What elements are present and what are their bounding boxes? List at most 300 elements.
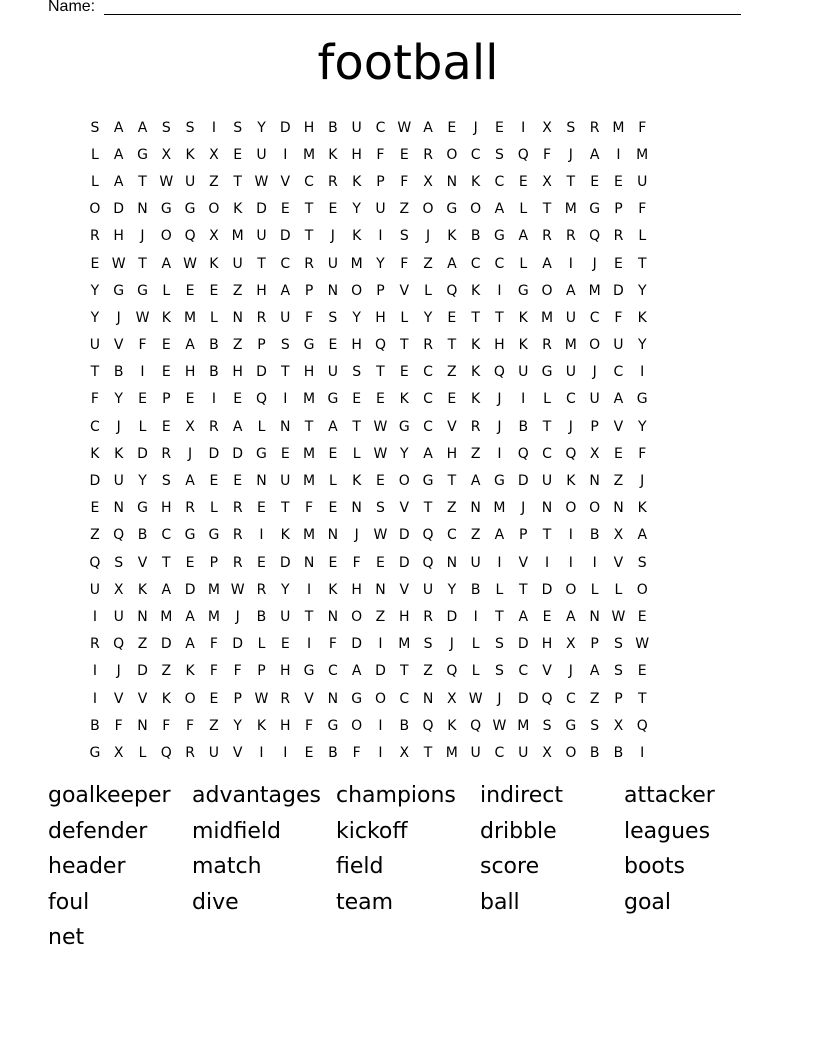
grid-letter[interactable]: C — [161, 527, 172, 544]
grid-letter[interactable]: X — [447, 690, 457, 707]
grid-letter[interactable]: I — [378, 717, 383, 734]
grid-letter[interactable]: A — [423, 119, 433, 136]
grid-letter[interactable]: L — [519, 255, 528, 272]
grid-letter[interactable]: V — [113, 337, 124, 354]
grid-letter[interactable]: Z — [423, 663, 433, 680]
grid-letter[interactable]: Z — [232, 282, 243, 299]
grid-letter[interactable]: T — [518, 581, 528, 598]
grid-letter[interactable]: K — [114, 445, 124, 462]
grid-letter[interactable]: M — [303, 473, 316, 490]
grid-letter[interactable]: E — [233, 473, 243, 490]
grid-letter[interactable]: J — [592, 364, 597, 381]
grid-letter[interactable]: I — [140, 364, 145, 381]
grid-letter[interactable]: H — [398, 608, 410, 625]
grid-letter[interactable]: E — [185, 554, 195, 571]
grid-letter[interactable]: Y — [637, 418, 647, 435]
grid-letter[interactable]: V — [113, 690, 124, 707]
grid-letter[interactable]: T — [495, 309, 504, 326]
grid-letter[interactable]: A — [542, 255, 552, 272]
grid-letter[interactable]: L — [138, 418, 147, 435]
grid-letter[interactable]: M — [184, 309, 197, 326]
grid-letter[interactable]: F — [352, 554, 361, 571]
grid-letter[interactable]: X — [113, 581, 124, 598]
grid-letter[interactable]: G — [589, 201, 601, 218]
grid-letter[interactable]: L — [90, 146, 99, 163]
grid-letter[interactable]: S — [637, 554, 647, 571]
grid-letter[interactable]: F — [328, 636, 337, 653]
grid-letter[interactable]: J — [116, 418, 121, 435]
grid-letter[interactable]: Y — [352, 309, 361, 326]
grid-letter[interactable]: P — [304, 282, 314, 299]
grid-letter[interactable]: G — [137, 282, 148, 299]
grid-letter[interactable]: G — [303, 337, 315, 354]
grid-letter[interactable]: G — [137, 146, 148, 163]
grid-letter[interactable]: D — [446, 608, 458, 625]
grid-letter[interactable]: E — [209, 282, 219, 299]
grid-letter[interactable]: R — [470, 418, 481, 435]
grid-letter[interactable]: J — [592, 255, 597, 272]
grid-letter[interactable]: N — [232, 309, 243, 326]
grid-letter[interactable]: D — [517, 690, 529, 707]
grid-letter[interactable]: Y — [138, 473, 147, 490]
grid-letter[interactable]: E — [590, 173, 600, 190]
grid-letter[interactable]: Q — [113, 636, 125, 653]
grid-letter[interactable]: W — [135, 309, 150, 326]
grid-letter[interactable]: K — [518, 337, 528, 354]
grid-letter[interactable]: E — [90, 500, 100, 517]
grid-letter[interactable]: C — [280, 255, 291, 272]
grid-letter[interactable]: P — [590, 636, 599, 653]
grid-letter[interactable]: N — [470, 500, 481, 517]
grid-letter[interactable]: G — [446, 201, 458, 218]
grid-letter[interactable]: I — [640, 364, 645, 381]
grid-letter[interactable]: H — [113, 228, 124, 245]
grid-letter[interactable]: C — [613, 364, 624, 381]
grid-letter[interactable]: T — [542, 201, 552, 218]
grid-letter[interactable]: P — [162, 391, 171, 408]
grid-letter[interactable]: D — [137, 663, 148, 680]
grid-letter[interactable]: I — [259, 744, 264, 761]
grid-letter[interactable]: M — [303, 391, 316, 408]
grid-letter[interactable]: I — [92, 690, 97, 707]
grid-letter[interactable]: X — [542, 744, 552, 761]
grid-letter[interactable]: L — [352, 445, 361, 462]
grid-letter[interactable]: G — [184, 201, 196, 218]
name-field[interactable] — [48, 0, 748, 17]
grid-letter[interactable]: P — [614, 690, 623, 707]
grid-letter[interactable]: R — [209, 418, 219, 435]
grid-letter[interactable]: J — [497, 690, 502, 707]
grid-letter[interactable]: U — [518, 744, 529, 761]
grid-letter[interactable]: U — [232, 255, 243, 272]
grid-letter[interactable]: U — [589, 391, 600, 408]
grid-letter[interactable]: W — [230, 581, 245, 598]
grid-letter[interactable]: B — [328, 744, 338, 761]
grid-letter[interactable]: H — [494, 337, 505, 354]
grid-letter[interactable]: G — [137, 500, 148, 517]
grid-letter[interactable]: Q — [541, 690, 553, 707]
grid-letter[interactable]: X — [613, 527, 624, 544]
grid-letter[interactable]: U — [422, 581, 434, 598]
grid-letter[interactable]: W — [254, 690, 269, 707]
grid-letter[interactable]: G — [494, 228, 505, 245]
grid-letter[interactable]: T — [399, 337, 409, 354]
grid-letter[interactable]: C — [589, 309, 600, 326]
grid-letter[interactable]: I — [259, 527, 264, 544]
grid-letter[interactable]: Z — [209, 717, 219, 734]
grid-letter[interactable]: R — [304, 255, 314, 272]
grid-letter[interactable]: U — [89, 337, 101, 354]
grid-letter[interactable]: M — [612, 119, 625, 136]
grid-letter[interactable]: K — [233, 201, 243, 218]
grid-letter[interactable]: F — [376, 146, 385, 163]
grid-letter[interactable]: D — [279, 119, 291, 136]
grid-letter[interactable]: O — [351, 717, 363, 734]
grid-letter[interactable]: E — [376, 391, 385, 408]
grid-letter[interactable]: J — [449, 636, 454, 653]
grid-letter[interactable]: K — [637, 500, 647, 517]
grid-letter[interactable]: P — [376, 282, 385, 299]
grid-letter[interactable]: Q — [636, 717, 648, 734]
grid-letter[interactable]: W — [373, 445, 388, 462]
grid-letter[interactable]: F — [162, 717, 171, 734]
grid-letter[interactable]: R — [232, 527, 243, 544]
grid-letter[interactable]: G — [303, 663, 315, 680]
grid-letter[interactable]: D — [256, 201, 267, 218]
grid-letter[interactable]: C — [423, 418, 433, 435]
grid-letter[interactable]: D — [613, 282, 624, 299]
grid-letter[interactable]: D — [256, 364, 267, 381]
grid-letter[interactable]: G — [351, 690, 363, 707]
grid-letter[interactable]: P — [376, 173, 385, 190]
grid-letter[interactable]: O — [589, 500, 601, 517]
grid-letter[interactable]: A — [494, 201, 505, 218]
grid-letter[interactable]: F — [638, 201, 647, 218]
grid-letter[interactable]: A — [447, 255, 457, 272]
grid-letter[interactable]: S — [280, 337, 290, 354]
grid-letter[interactable]: B — [613, 744, 624, 761]
grid-letter[interactable]: B — [470, 228, 481, 245]
grid-letter[interactable]: S — [90, 119, 100, 136]
grid-letter[interactable]: L — [519, 201, 528, 218]
grid-letter[interactable]: X — [399, 744, 410, 761]
grid-letter[interactable]: H — [280, 717, 291, 734]
grid-letter[interactable]: U — [375, 201, 386, 218]
grid-letter[interactable]: O — [636, 581, 648, 598]
grid-letter[interactable]: T — [637, 690, 647, 707]
grid-letter[interactable]: R — [542, 337, 552, 354]
grid-letter[interactable]: Z — [447, 364, 457, 381]
grid-letter[interactable]: E — [637, 663, 647, 680]
grid-letter[interactable]: S — [590, 717, 600, 734]
grid-letter[interactable]: L — [471, 663, 480, 680]
grid-letter[interactable]: E — [614, 445, 623, 462]
grid-letter[interactable]: T — [162, 554, 171, 571]
grid-letter[interactable]: C — [494, 744, 505, 761]
grid-letter[interactable]: A — [185, 636, 195, 653]
grid-letter[interactable]: S — [233, 119, 243, 136]
grid-letter[interactable]: N — [446, 554, 458, 571]
grid-letter[interactable]: Q — [160, 744, 172, 761]
grid-letter[interactable]: S — [613, 663, 623, 680]
grid-letter[interactable]: B — [256, 608, 267, 625]
grid-letter[interactable]: T — [280, 500, 290, 517]
grid-letter[interactable]: N — [327, 527, 339, 544]
grid-letter[interactable]: E — [233, 146, 243, 163]
grid-letter[interactable]: D — [160, 636, 172, 653]
grid-letter[interactable]: Y — [233, 717, 242, 734]
grid-letter[interactable]: J — [640, 473, 645, 490]
grid-letter[interactable]: E — [542, 608, 552, 625]
grid-letter[interactable]: C — [565, 690, 576, 707]
grid-letter[interactable]: K — [447, 228, 457, 245]
grid-letter[interactable]: C — [304, 173, 314, 190]
grid-letter[interactable]: T — [447, 473, 457, 490]
grid-letter[interactable]: N — [327, 690, 339, 707]
grid-letter[interactable]: J — [140, 228, 145, 245]
grid-letter[interactable]: C — [470, 255, 481, 272]
grid-letter[interactable]: K — [328, 146, 338, 163]
grid-letter[interactable]: H — [256, 282, 267, 299]
grid-letter[interactable]: W — [373, 527, 388, 544]
grid-letter[interactable]: R — [423, 337, 433, 354]
grid-letter[interactable]: E — [328, 554, 338, 571]
grid-letter[interactable]: W — [635, 636, 650, 653]
grid-letter[interactable]: E — [637, 608, 647, 625]
grid-letter[interactable]: J — [425, 228, 431, 245]
grid-letter[interactable]: H — [184, 364, 196, 381]
grid-letter[interactable]: F — [186, 717, 195, 734]
grid-letter[interactable]: Z — [232, 337, 243, 354]
grid-letter[interactable]: F — [305, 500, 314, 517]
grid-letter[interactable]: C — [565, 391, 576, 408]
grid-letter[interactable]: W — [373, 418, 388, 435]
grid-letter[interactable]: U — [256, 228, 267, 245]
grid-letter[interactable]: Q — [470, 717, 482, 734]
grid-letter[interactable]: R — [423, 146, 433, 163]
grid-letter[interactable]: E — [328, 445, 338, 462]
grid-letter[interactable]: I — [92, 663, 97, 680]
grid-letter[interactable]: E — [447, 119, 457, 136]
grid-letter[interactable]: U — [327, 255, 338, 272]
grid-letter[interactable]: F — [305, 309, 314, 326]
grid-letter[interactable]: I — [378, 228, 383, 245]
grid-letter[interactable]: N — [422, 690, 434, 707]
grid-letter[interactable]: I — [521, 391, 526, 408]
grid-letter[interactable]: O — [446, 146, 458, 163]
grid-letter[interactable]: T — [423, 744, 433, 761]
grid-letter[interactable]: A — [518, 228, 529, 245]
grid-letter[interactable]: O — [589, 337, 601, 354]
grid-letter[interactable]: J — [235, 608, 240, 625]
grid-letter[interactable]: E — [280, 445, 290, 462]
grid-letter[interactable]: T — [399, 663, 409, 680]
grid-letter[interactable]: Q — [517, 445, 529, 462]
grid-letter[interactable]: C — [518, 663, 529, 680]
grid-letter[interactable]: J — [116, 309, 121, 326]
grid-letter[interactable]: A — [328, 418, 338, 435]
grid-letter[interactable]: V — [280, 173, 291, 190]
grid-letter[interactable]: R — [185, 500, 195, 517]
grid-letter[interactable]: M — [160, 608, 173, 625]
grid-letter[interactable]: E — [185, 391, 195, 408]
grid-letter[interactable]: K — [137, 581, 148, 598]
grid-letter[interactable]: A — [351, 663, 362, 680]
grid-letter[interactable]: D — [232, 445, 244, 462]
grid-letter[interactable]: H — [351, 581, 362, 598]
grid-letter[interactable]: E — [161, 418, 171, 435]
grid-letter[interactable]: J — [497, 391, 502, 408]
grid-letter[interactable]: T — [637, 255, 647, 272]
grid-letter[interactable]: G — [398, 418, 410, 435]
grid-letter[interactable]: E — [209, 690, 219, 707]
grid-letter[interactable]: Q — [89, 554, 101, 571]
grid-letter[interactable]: K — [185, 663, 195, 680]
grid-letter[interactable]: T — [257, 255, 266, 272]
grid-letter[interactable]: A — [113, 173, 124, 190]
grid-letter[interactable]: U — [208, 744, 219, 761]
grid-letter[interactable]: D — [113, 201, 125, 218]
grid-letter[interactable]: H — [446, 445, 458, 462]
grid-letter[interactable]: A — [185, 608, 195, 625]
grid-letter[interactable]: U — [280, 309, 291, 326]
grid-letter[interactable]: O — [398, 473, 410, 490]
grid-letter[interactable]: J — [497, 418, 502, 435]
grid-letter[interactable]: R — [256, 581, 267, 598]
grid-letter[interactable]: M — [564, 337, 577, 354]
grid-letter[interactable]: H — [232, 364, 243, 381]
grid-letter[interactable]: I — [592, 554, 597, 571]
grid-letter[interactable]: Q — [493, 364, 505, 381]
grid-letter[interactable]: E — [328, 337, 338, 354]
grid-letter[interactable]: I — [92, 608, 97, 625]
grid-letter[interactable]: C — [327, 663, 338, 680]
grid-letter[interactable]: S — [376, 500, 385, 517]
grid-letter[interactable]: F — [352, 744, 361, 761]
grid-letter[interactable]: P — [590, 418, 599, 435]
grid-letter[interactable]: W — [159, 173, 174, 190]
grid-letter[interactable]: Y — [352, 201, 361, 218]
grid-letter[interactable]: V — [518, 554, 529, 571]
grid-letter[interactable]: K — [280, 527, 290, 544]
grid-letter[interactable]: M — [517, 717, 530, 734]
grid-letter[interactable]: V — [613, 554, 624, 571]
grid-letter[interactable]: L — [638, 228, 647, 245]
grid-letter[interactable]: I — [378, 636, 383, 653]
grid-letter[interactable]: Y — [423, 309, 433, 326]
grid-letter[interactable]: Q — [422, 527, 434, 544]
grid-letter[interactable]: K — [471, 391, 481, 408]
grid-letter[interactable]: M — [445, 744, 458, 761]
grid-letter[interactable]: X — [613, 717, 624, 734]
grid-letter[interactable]: R — [280, 690, 291, 707]
grid-letter[interactable]: F — [400, 173, 409, 190]
grid-letter[interactable]: V — [399, 282, 410, 299]
grid-letter[interactable]: K — [637, 309, 647, 326]
grid-letter[interactable]: W — [111, 255, 126, 272]
grid-letter[interactable]: S — [566, 119, 576, 136]
grid-letter[interactable]: R — [232, 500, 243, 517]
grid-letter[interactable]: U — [256, 146, 267, 163]
grid-letter[interactable]: Z — [613, 473, 624, 490]
grid-letter[interactable]: C — [494, 173, 505, 190]
grid-letter[interactable]: N — [351, 500, 362, 517]
grid-letter[interactable]: N — [446, 173, 458, 190]
grid-letter[interactable]: N — [327, 282, 339, 299]
grid-letter[interactable]: J — [188, 445, 193, 462]
name-underline[interactable] — [104, 14, 741, 15]
grid-letter[interactable]: I — [568, 554, 573, 571]
grid-letter[interactable]: A — [470, 473, 481, 490]
grid-letter[interactable]: F — [90, 391, 99, 408]
grid-letter[interactable]: E — [209, 473, 219, 490]
grid-letter[interactable]: N — [375, 581, 386, 598]
grid-letter[interactable]: E — [376, 473, 385, 490]
grid-letter[interactable]: D — [184, 581, 196, 598]
grid-letter[interactable]: G — [208, 527, 220, 544]
grid-letter[interactable]: K — [566, 473, 576, 490]
grid-letter[interactable]: O — [184, 690, 196, 707]
grid-letter[interactable]: O — [89, 201, 101, 218]
grid-letter[interactable]: I — [497, 554, 502, 571]
grid-letter[interactable]: T — [138, 173, 147, 190]
grid-letter[interactable]: I — [307, 636, 312, 653]
grid-letter[interactable]: A — [161, 255, 172, 272]
grid-letter[interactable]: H — [303, 119, 315, 136]
grid-letter[interactable]: D — [89, 473, 101, 490]
grid-letter[interactable]: S — [423, 636, 433, 653]
grid-letter[interactable]: M — [564, 201, 577, 218]
grid-letter[interactable]: Q — [422, 717, 434, 734]
grid-letter[interactable]: E — [280, 636, 290, 653]
grid-letter[interactable]: E — [614, 255, 623, 272]
grid-letter[interactable]: G — [327, 717, 339, 734]
grid-letter[interactable]: H — [280, 663, 291, 680]
grid-letter[interactable]: I — [616, 146, 621, 163]
grid-letter[interactable]: S — [114, 554, 124, 571]
grid-letter[interactable]: Z — [90, 527, 100, 544]
grid-letter[interactable]: X — [185, 418, 195, 435]
grid-letter[interactable]: C — [90, 418, 100, 435]
grid-letter[interactable]: N — [137, 717, 148, 734]
grid-letter[interactable]: Y — [114, 391, 123, 408]
grid-letter[interactable]: D — [279, 554, 291, 571]
grid-letter[interactable]: A — [113, 119, 124, 136]
grid-letter[interactable]: K — [471, 364, 481, 381]
grid-letter[interactable]: N — [137, 201, 148, 218]
grid-letter[interactable]: E — [447, 391, 457, 408]
grid-letter[interactable]: D — [375, 663, 386, 680]
grid-letter[interactable]: E — [518, 173, 528, 190]
grid-letter[interactable]: W — [254, 173, 269, 190]
grid-letter[interactable]: F — [400, 255, 409, 272]
grid-letter[interactable]: T — [352, 418, 361, 435]
grid-letter[interactable]: T — [90, 364, 100, 381]
grid-letter[interactable]: V — [137, 690, 148, 707]
grid-letter[interactable]: R — [589, 119, 600, 136]
grid-letter[interactable]: E — [161, 364, 171, 381]
grid-letter[interactable]: P — [233, 690, 242, 707]
grid-letter[interactable]: Y — [90, 282, 100, 299]
grid-letter[interactable]: Q — [565, 445, 577, 462]
grid-letter[interactable]: Z — [209, 173, 219, 190]
grid-letter[interactable]: G — [517, 282, 529, 299]
grid-letter[interactable]: W — [492, 717, 507, 734]
grid-letter[interactable]: E — [138, 391, 147, 408]
grid-letter[interactable]: E — [161, 337, 171, 354]
grid-letter[interactable]: H — [351, 337, 362, 354]
grid-letter[interactable]: O — [160, 228, 172, 245]
